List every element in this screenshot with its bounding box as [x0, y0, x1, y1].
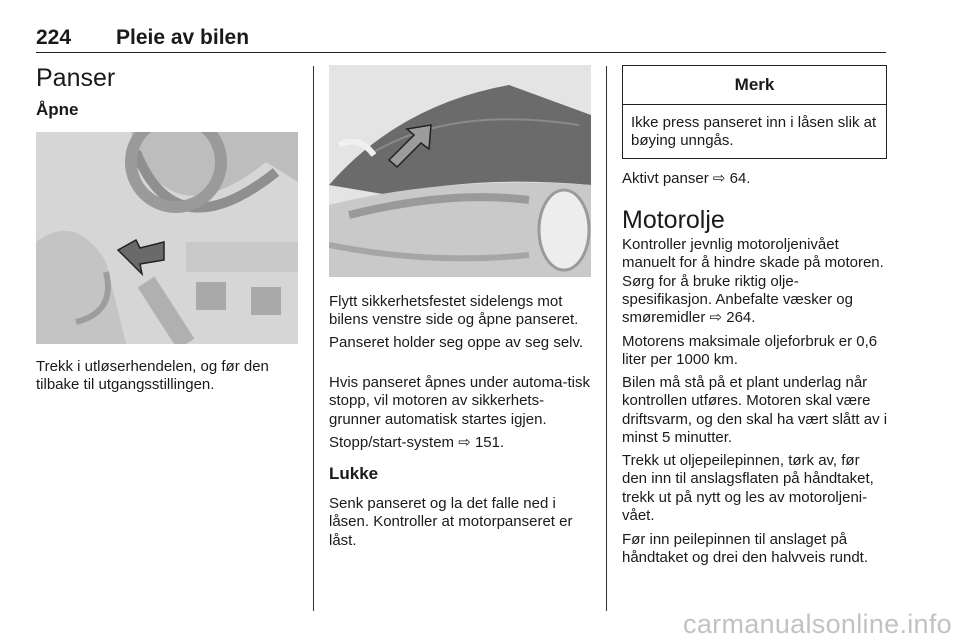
watermark: carmanualsonline.info: [683, 609, 952, 639]
section-heading-panser: Panser: [36, 64, 116, 92]
col2-paragraph-1: Flytt sikkerhetsfestet sidelengs mot bilens venstre side og åpne panseret.: [329, 293, 579, 329]
col3-paragraph-4: Bilen må stå på et plant underlag når kontrollen utføres. Motoren skal være driftsvarm, og den skal ha vært slått av i minst 5 minutter.: [622, 374, 888, 446]
page-number: 224: [36, 26, 72, 49]
note-title: Merk: [623, 66, 886, 105]
col3-paragraph-3: Motorens maksimale oljeforbruk er 0,6 liter per 1000 km.: [622, 333, 878, 369]
col3-paragraph-5: Trekk ut oljepeilepinnen, tørk av, før den inn til anslagsflaten på håndtaket, trekk ut på nytt og les av motoroljeni-vået.: [622, 452, 874, 524]
open-hood-illustration: [329, 65, 591, 277]
col3-paragraph-6: Før inn peilepinnen til anslaget på håndtaket og drei den halvveis rundt.: [622, 531, 868, 567]
note-text: Ikke press panseret inn i låsen slik at bøying unngås.: [631, 114, 877, 150]
subheading-apne: Åpne: [36, 100, 79, 119]
chapter-title: Pleie av bilen: [116, 26, 250, 49]
col2-paragraph-5: Senk panseret og la det falle ned i låsen. Kontroller at motorpanseret er låst.: [329, 495, 573, 549]
col3-paragraph-1: Aktivt panser ⇨ 64.: [622, 170, 751, 187]
column-2: [329, 62, 591, 602]
column-3: [622, 62, 888, 602]
section-heading-motorolje: Motorolje: [622, 206, 725, 234]
col3-paragraph-2: Kontroller jevnlig motoroljenivået manuelt for å hindre skade på motoren. Sørg for å bruke riktig olje-spesifikasjon. Anbefalte væsker og smøremidler ⇨ 264.: [622, 236, 884, 327]
col2-paragraph-2: Panseret holder seg oppe av seg selv.: [329, 334, 584, 351]
subheading-lukke: Lukke: [329, 464, 379, 483]
page-header: [36, 26, 886, 53]
column-divider-1: [313, 66, 314, 611]
col2-paragraph-3: Hvis panseret åpnes under automa-tisk stopp, vil motoren av sikkerhets-grunner automatisk startes igjen.: [329, 374, 590, 428]
hood-release-lever-illustration: [36, 132, 298, 344]
col2-paragraph-4: Stopp/start-system ⇨ 151.: [329, 434, 505, 451]
col1-body-text: Trekk i utløserhendelen, og før den tilbake til utgangsstillingen.: [36, 358, 269, 394]
note-box: [622, 65, 887, 159]
column-divider-2: [606, 66, 607, 611]
column-1: [36, 62, 300, 602]
